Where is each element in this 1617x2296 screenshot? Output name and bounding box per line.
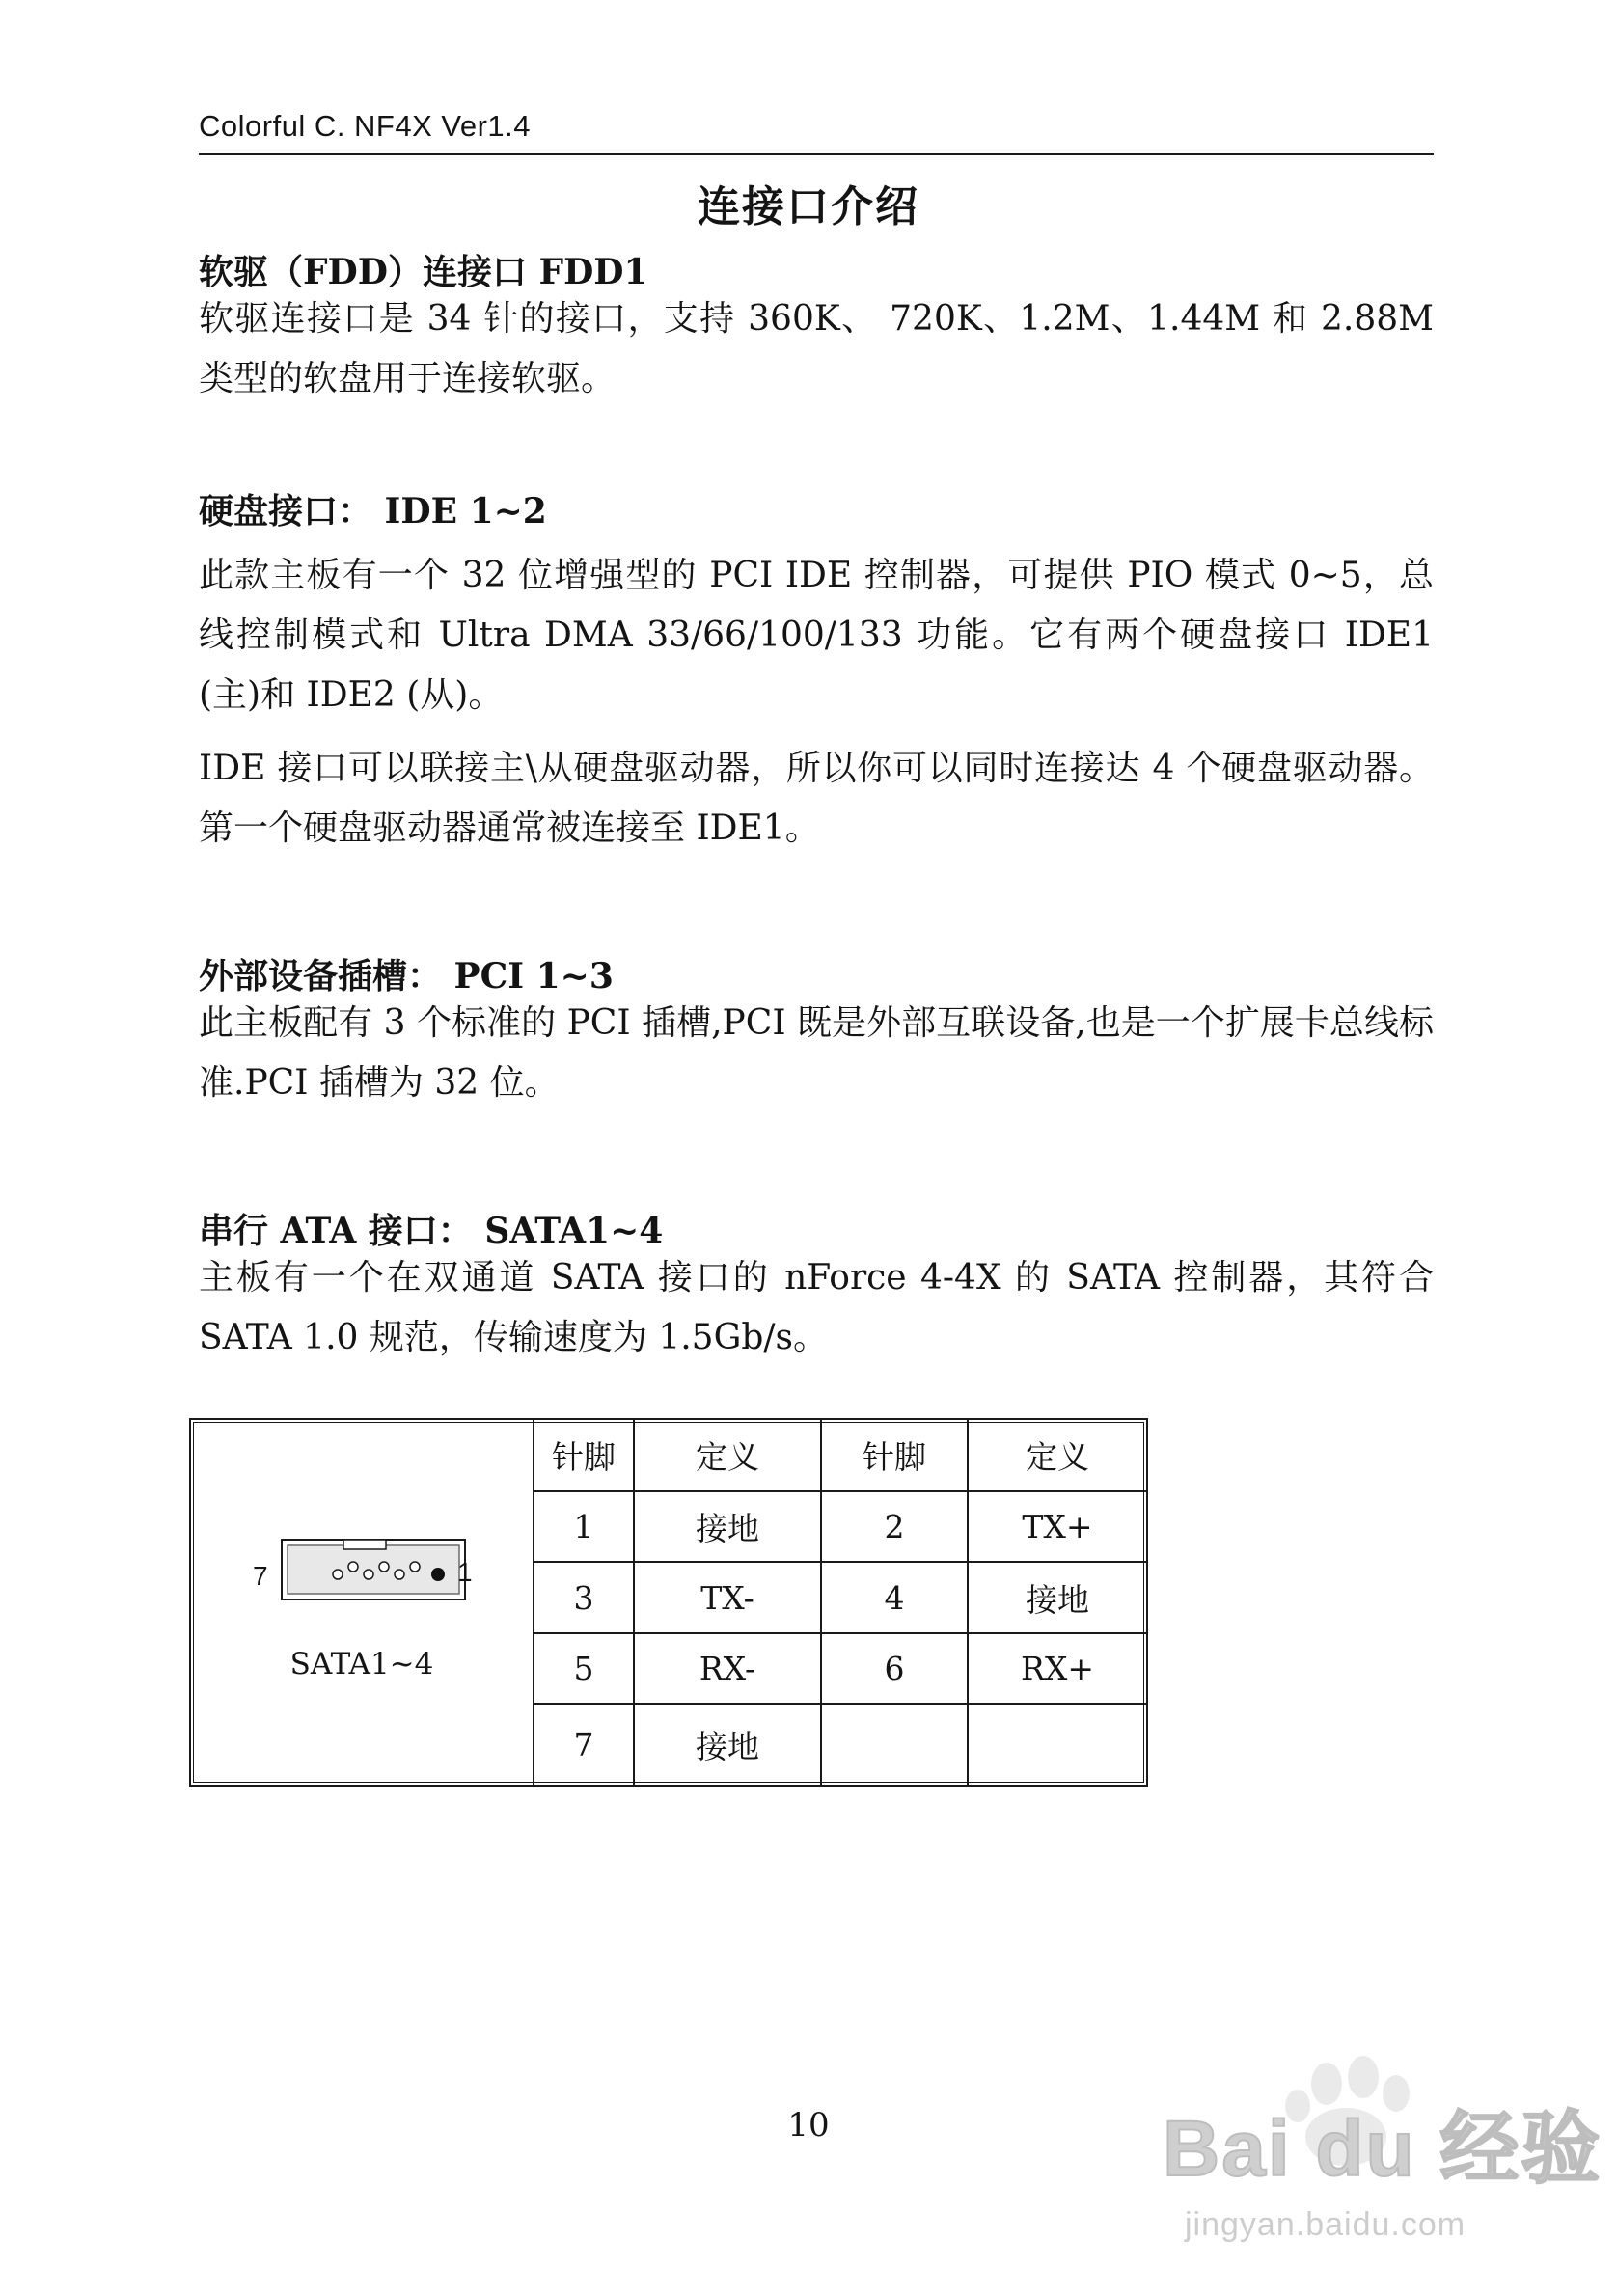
table-cell: 1	[573, 1508, 594, 1545]
ide-heading: 硬盘接口： IDE 1~2	[199, 491, 547, 532]
table-cell: 6	[884, 1650, 905, 1687]
sata-paragraph: 主板有一个在双通道 SATA 接口的 nForce 4-4X 的 SATA 控制器，其符合 SATA 1.0 规范，传输速度为 1.5Gb/s。	[199, 1258, 1434, 1357]
table-cell: RX+	[1021, 1650, 1094, 1687]
page-title: 连接口介绍	[698, 182, 919, 232]
header-rule	[199, 153, 1434, 155]
table-cell: 5	[573, 1650, 594, 1687]
connector-pin-label-right: 1	[457, 1557, 473, 1587]
table-cell: 4	[884, 1578, 905, 1617]
table-cell: TX-	[700, 1578, 754, 1617]
header-pin-2: 针脚	[863, 1438, 926, 1476]
ide-paragraph-2: IDE 接口可以联接主\从硬盘驱动器，所以你可以同时连接达 4 个硬盘驱动器。第一个硬盘驱动器通常被连接至 IDE1。	[199, 749, 1434, 848]
table-cell	[822, 1705, 967, 1785]
fdd-heading: 软驱（FDD）连接口 FDD1	[199, 252, 648, 292]
table-cell: 接地	[696, 1728, 759, 1765]
table-cell: 2	[884, 1508, 905, 1545]
fdd-paragraph: 软驱连接口是 34 针的接口，支持 360K、 720K、1.2M、1.44M 和 2.88M 类型的软盘用于连接软驱。	[199, 299, 1434, 398]
header-def-2: 定义	[1026, 1438, 1089, 1476]
sata-heading: 串行 ATA 接口： SATA1~4	[199, 1211, 664, 1251]
table-cell	[969, 1705, 1146, 1785]
sata-connector-icon	[280, 1530, 469, 1607]
ide-paragraph-1: 此款主板有一个 32 位增强型的 PCI IDE 控制器，可提供 PIO 模式 0~5，总线控制模式和 Ultra DMA 33/66/100/133 功能。它有两个硬盘接口 IDE1 (主)和 IDE2 (从)。	[199, 556, 1434, 715]
watermark-brand: Bai du 经验	[1163, 2105, 1603, 2193]
running-header: Colorful C. NF4X Ver1.4	[199, 109, 532, 143]
watermark-url: jingyan.baidu.com	[1185, 2206, 1466, 2243]
header-pin-1: 针脚	[552, 1438, 616, 1476]
table-cell: 3	[573, 1578, 594, 1617]
pci-paragraph: 此主板配有 3 个标准的 PCI 插槽,PCI 既是外部互联设备,也是一个扩展卡总线标准.PCI 插槽为 32 位。	[199, 1003, 1434, 1103]
table-cell: 接地	[1026, 1580, 1089, 1619]
table-cell: RX-	[699, 1650, 756, 1687]
header-def-1: 定义	[696, 1438, 759, 1476]
table-cell: 接地	[696, 1510, 759, 1547]
connector-pin-label-left: 7	[253, 1561, 268, 1591]
connector-caption: SATA1~4	[289, 1647, 434, 1681]
pci-heading: 外部设备插槽： PCI 1~3	[199, 956, 614, 997]
page-number: 10	[787, 2106, 830, 2145]
table-cell: TX+	[1022, 1508, 1093, 1545]
table-cell: 7	[573, 1726, 594, 1763]
